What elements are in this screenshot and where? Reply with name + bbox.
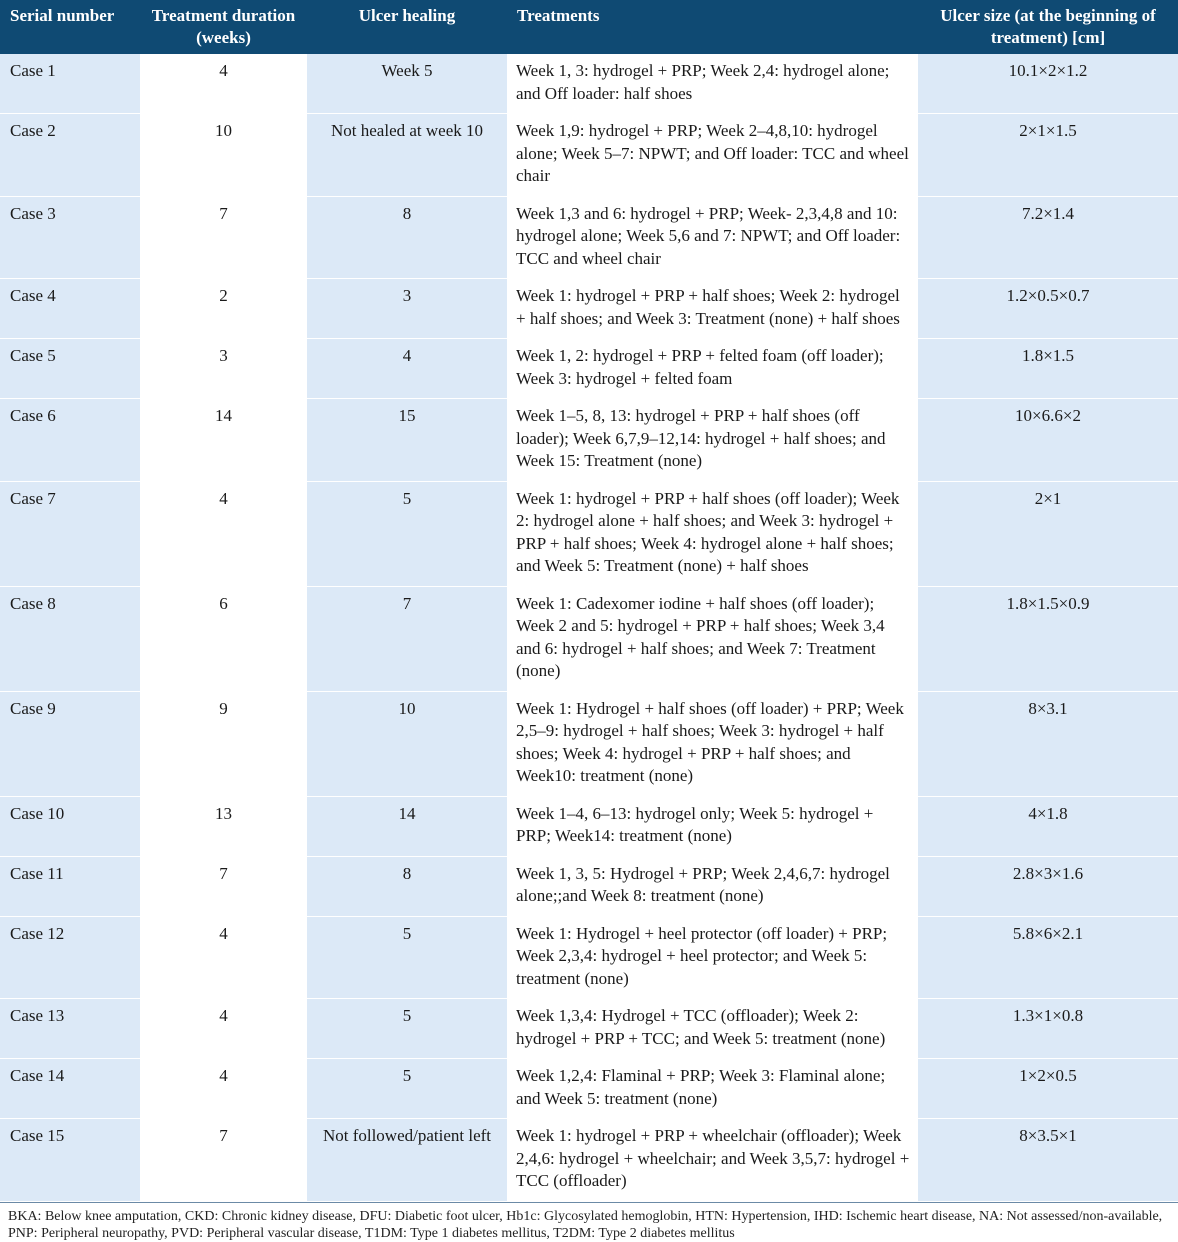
table-row [0,1119,1178,1202]
cell-ulcer-healing: 10 [307,691,507,796]
cell-ulcer-size: 1.8×1.5×0.9 [918,586,1178,691]
cell-serial-number: Case 12 [0,916,140,999]
header-treatments: Treatments [507,0,918,54]
cell-ulcer-size: 1.2×0.5×0.7 [918,279,1178,339]
cell-treatments: Week 1–5, 8, 13: hydrogel + PRP + half shoes (off loader); Week 6,7,9–12,14: hydrogel + half shoes; and Week 15: Treatment (none) [507,399,918,482]
table-row [0,856,1178,916]
cell-serial-number: Case 15 [0,1119,140,1202]
table-row [0,54,1178,114]
cell-ulcer-healing: 8 [307,196,507,279]
cell-ulcer-size: 8×3.5×1 [918,1119,1178,1202]
table-row [0,279,1178,339]
cell-treatment-duration: 4 [140,54,307,114]
header-serial-number: Serial number [0,0,140,54]
cell-treatments: Week 1,3,4: Hydrogel + TCC (offloader); Week 2: hydrogel + PRP + TCC; and Week 5: treatment (none) [507,999,918,1059]
cell-serial-number: Case 9 [0,691,140,796]
cell-ulcer-size: 10.1×2×1.2 [918,54,1178,114]
table-row [0,999,1178,1059]
cell-ulcer-size: 4×1.8 [918,796,1178,856]
table-row [0,916,1178,999]
header-treatment-duration: Treatment duration (weeks) [140,0,307,54]
cell-treatment-duration: 4 [140,1059,307,1119]
table-row [0,196,1178,279]
cell-treatments: Week 1, 2: hydrogel + PRP + felted foam (off loader); Week 3: hydrogel + felted foam [507,339,918,399]
cell-treatments: Week 1,2,4: Flaminal + PRP; Week 3: Flaminal alone; and Week 5: treatment (none) [507,1059,918,1119]
cell-serial-number: Case 4 [0,279,140,339]
cell-serial-number: Case 11 [0,856,140,916]
cell-serial-number: Case 14 [0,1059,140,1119]
cell-treatments: Week 1: Hydrogel + heel protector (off loader) + PRP; Week 2,3,4: hydrogel + heel protector; and Week 5: treatment (none) [507,916,918,999]
cell-serial-number: Case 13 [0,999,140,1059]
cell-treatment-duration: 7 [140,856,307,916]
cell-treatment-duration: 6 [140,586,307,691]
cell-ulcer-size: 5.8×6×2.1 [918,916,1178,999]
cell-treatment-duration: 4 [140,481,307,586]
header-ulcer-size: Ulcer size (at the beginning of treatment) [cm] [918,0,1178,54]
cell-ulcer-healing: Week 5 [307,54,507,114]
table-row [0,399,1178,482]
cell-treatments: Week 1: Hydrogel + half shoes (off loader) + PRP; Week 2,5–9: hydrogel + half shoes; Week 3: hydrogel + half shoes; Week 4: hydrogel + PRP + half shoes; and Week10: treatment (none) [507,691,918,796]
table-row [0,691,1178,796]
cell-serial-number: Case 6 [0,399,140,482]
table-row [0,339,1178,399]
cell-ulcer-size: 1.8×1.5 [918,339,1178,399]
cell-ulcer-healing: 3 [307,279,507,339]
cell-ulcer-size: 1.3×1×0.8 [918,999,1178,1059]
cell-serial-number: Case 1 [0,54,140,114]
cell-treatments: Week 1,3 and 6: hydrogel + PRP; Week- 2,3,4,8 and 10: hydrogel alone; Week 5,6 and 7: NPWT; and Off loader: TCC and wheel chair [507,196,918,279]
cell-serial-number: Case 2 [0,114,140,197]
cell-serial-number: Case 3 [0,196,140,279]
cell-ulcer-healing: Not followed/patient left [307,1119,507,1202]
cell-ulcer-size: 2×1 [918,481,1178,586]
cell-treatments: Week 1: hydrogel + PRP + wheelchair (offloader); Week 2,4,6: hydrogel + wheelchair; and Week 3,5,7: hydrogel + TCC (offloader) [507,1119,918,1202]
cell-ulcer-size: 10×6.6×2 [918,399,1178,482]
cell-treatment-duration: 7 [140,196,307,279]
table-row [0,1059,1178,1119]
cell-ulcer-healing: 5 [307,999,507,1059]
cell-ulcer-healing: Not healed at week 10 [307,114,507,197]
cell-treatment-duration: 7 [140,1119,307,1202]
cell-serial-number: Case 10 [0,796,140,856]
cell-treatment-duration: 2 [140,279,307,339]
cell-treatments: Week 1: hydrogel + PRP + half shoes (off loader); Week 2: hydrogel alone + half shoes; and Week 3: hydrogel + PRP + half shoes; Week 4: hydrogel alone + half shoes; and Week 5: Treatment (none) + half shoes [507,481,918,586]
cell-treatment-duration: 4 [140,916,307,999]
cell-ulcer-healing: 15 [307,399,507,482]
cell-ulcer-size: 2×1×1.5 [918,114,1178,197]
cell-treatment-duration: 13 [140,796,307,856]
cell-treatment-duration: 4 [140,999,307,1059]
cell-ulcer-healing: 7 [307,586,507,691]
table-row [0,481,1178,586]
cell-treatments: Week 1, 3, 5: Hydrogel + PRP; Week 2,4,6,7: hydrogel alone;;and Week 8: treatment (none) [507,856,918,916]
cell-treatment-duration: 3 [140,339,307,399]
table-row [0,114,1178,197]
cell-treatment-duration: 10 [140,114,307,197]
cell-treatments: Week 1: hydrogel + PRP + half shoes; Week 2: hydrogel + half shoes; and Week 3: Treatment (none) + half shoes [507,279,918,339]
table-header [0,0,1178,54]
header-ulcer-healing: Ulcer healing [307,0,507,54]
cell-treatments: Week 1: Cadexomer iodine + half shoes (off loader); Week 2 and 5: hydrogel + PRP + half shoes; Week 3,4 and 6: hydrogel + half shoes; and Week 7: Treatment (none) [507,586,918,691]
cell-serial-number: Case 5 [0,339,140,399]
cell-ulcer-healing: 14 [307,796,507,856]
cell-ulcer-size: 7.2×1.4 [918,196,1178,279]
cell-ulcer-healing: 5 [307,481,507,586]
table-body [0,54,1178,1201]
cell-treatment-duration: 14 [140,399,307,482]
table-footnote: BKA: Below knee amputation, CKD: Chronic kidney disease, DFU: Diabetic foot ulcer, Hb1c: Glycosylated hemoglobin, HTN: Hypertension, IHD: Ischemic heart disease, NA: Not assessed/non-available, PNP: Peripheral neuropathy, PVD: Peripheral vascular disease, T1DM: Type 1 diabetes mellitus, T2DM: Type 2 diabetes mellitus [0,1202,1178,1242]
table-row [0,796,1178,856]
cell-treatment-duration: 9 [140,691,307,796]
cell-ulcer-healing: 5 [307,1059,507,1119]
cell-ulcer-size: 1×2×0.5 [918,1059,1178,1119]
cell-treatments: Week 1, 3: hydrogel + PRP; Week 2,4: hydrogel alone; and Off loader: half shoes [507,54,918,114]
cell-ulcer-size: 2.8×3×1.6 [918,856,1178,916]
cell-ulcer-healing: 4 [307,339,507,399]
cell-treatments: Week 1–4, 6–13: hydrogel only; Week 5: hydrogel + PRP; Week14: treatment (none) [507,796,918,856]
cell-treatments: Week 1,9: hydrogel + PRP; Week 2–4,8,10: hydrogel alone; Week 5–7: NPWT; and Off loader: TCC and wheel chair [507,114,918,197]
cell-serial-number: Case 7 [0,481,140,586]
cell-serial-number: Case 8 [0,586,140,691]
cell-ulcer-healing: 8 [307,856,507,916]
cell-ulcer-healing: 5 [307,916,507,999]
table-row [0,586,1178,691]
cell-ulcer-size: 8×3.1 [918,691,1178,796]
